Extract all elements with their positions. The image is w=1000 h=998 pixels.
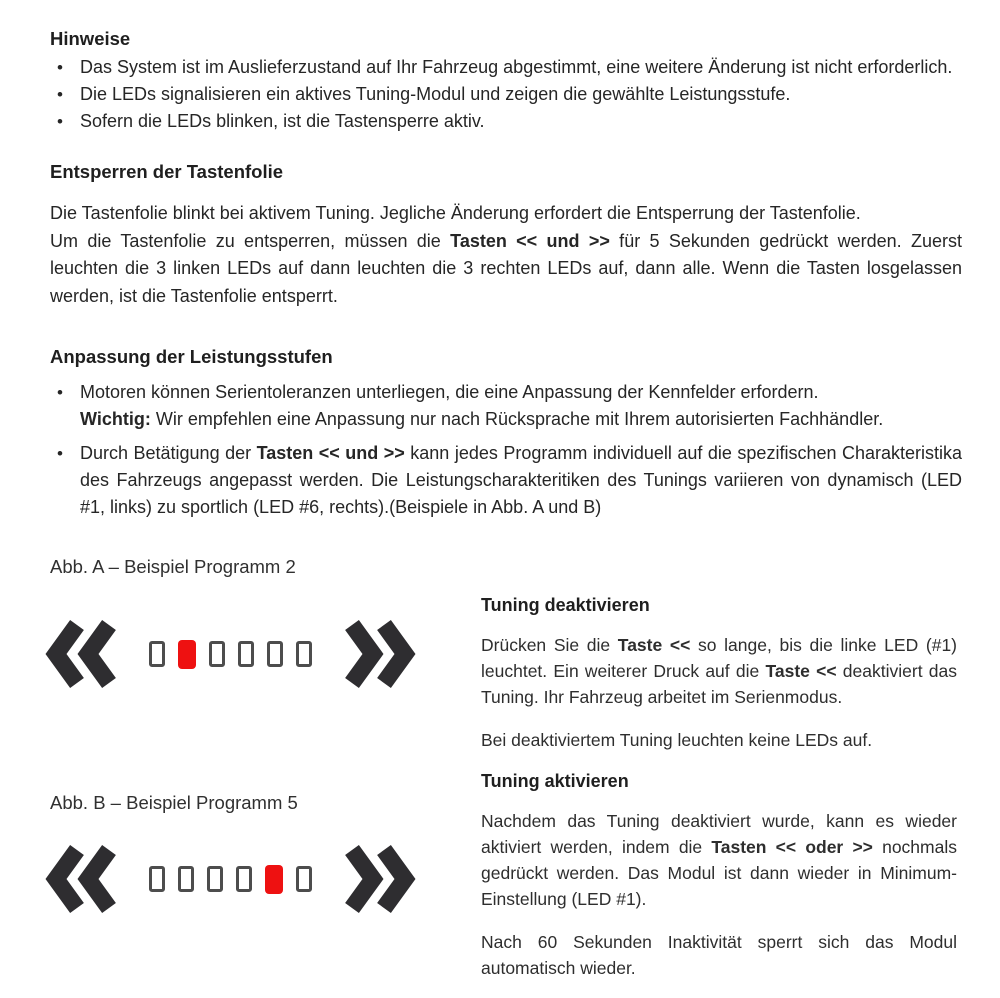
section-tuning-aktivieren	[481, 770, 957, 981]
bullet-text: Die LEDs signalisieren ein aktives Tuning-Modul und zeigen die gewählte Leistungsstufe.	[80, 84, 791, 104]
bullet-text: Das System ist im Auslieferzustand auf Ihr Fahrzeug abgestimmt, eine weitere Änderung ist nicht erforderlich.	[80, 57, 953, 77]
figure-a	[45, 620, 416, 688]
led-indicator-6	[296, 866, 312, 892]
led-indicator-4	[238, 641, 254, 667]
anpassung-title: Anpassung der Leistungsstufen	[50, 346, 333, 367]
double-chevron-right-icon	[338, 845, 416, 913]
tuning-aktivieren-title: Tuning aktivieren	[481, 771, 629, 791]
led-indicator-1	[149, 641, 165, 667]
bullet-text: Motoren können Serientoleranzen unterliegen, die eine Anpassung der Kennfelder erfordern. Wichtig: Wir empfehlen eine Anpassung nur nach Rücksprache mit Ihrem autorisierten Fachhändler.	[80, 382, 884, 429]
hinweise-title: Hinweise	[50, 28, 131, 49]
section-hinweise	[50, 28, 962, 135]
tuning-aktivieren-paragraph: Nachdem das Tuning deaktiviert wurde, kann es wieder aktiviert werden, indem die Tasten << oder >> nochmals gedrückt werden. Das Modul ist dann wieder in Minimum-Einstellung (LED #1).	[481, 811, 957, 909]
bullet-item	[50, 379, 962, 433]
entsperren-paragraph: Die Tastenfolie blinkt bei aktivem Tuning. Jegliche Änderung erfordert die Entsperrung der Tastenfolie. Um die Tastenfolie zu entsperren, müssen die Tasten << und >> für 5 Sekunden gedrückt werden. Zuerst leuchten die 3 linken LEDs auf dann leuchten die 3 rechten LEDs auf, dann alle. Wenn die Tasten losgelassen werden, ist die Tastenfolie entsperrt.	[50, 203, 962, 306]
led-indicator-2	[178, 866, 194, 892]
double-chevron-left-icon	[45, 845, 123, 913]
top-content	[50, 28, 962, 521]
section-tuning-deaktivieren	[481, 594, 957, 753]
bullet-item	[50, 108, 962, 135]
tuning-deaktivieren-title: Tuning deaktivieren	[481, 595, 650, 615]
bullet-text: Sofern die LEDs blinken, ist die Tastensperre aktiv.	[80, 111, 485, 131]
led-indicator-2-active	[178, 640, 196, 669]
led-indicator-4	[236, 866, 252, 892]
hinweise-bullet-list	[50, 54, 962, 135]
led-indicator-3	[207, 866, 223, 892]
figure-b	[45, 845, 416, 913]
led-indicator-1	[149, 866, 165, 892]
section-anpassung	[50, 346, 962, 521]
figure-a-label: Abb. A – Beispiel Programm 2	[50, 556, 296, 577]
led-indicator-5-active	[265, 865, 283, 894]
double-chevron-right-icon	[338, 620, 416, 688]
figure-b-label: Abb. B – Beispiel Programm 5	[50, 792, 298, 813]
led-indicator-6	[296, 641, 312, 667]
bullet-item	[50, 81, 962, 108]
led-row	[149, 640, 312, 669]
tuning-deaktivieren-note: Bei deaktiviertem Tuning leuchten keine LEDs auf.	[481, 730, 873, 750]
section-entsperren	[50, 161, 962, 310]
led-row	[149, 865, 312, 894]
led-indicator-3	[209, 641, 225, 667]
tuning-deaktivieren-paragraph: Drücken Sie die Taste << so lange, bis die linke LED (#1) leuchtet. Ein weiterer Druck auf die Taste << deaktiviert das Tuning. Ihr Fahrzeug arbeitet im Serienmodus.	[481, 635, 958, 707]
anpassung-bullet-list	[50, 379, 962, 521]
bullet-item	[50, 440, 962, 521]
right-column	[481, 594, 957, 998]
double-chevron-left-icon	[45, 620, 123, 688]
bullet-item	[50, 54, 962, 81]
tuning-aktivieren-note: Nach 60 Sekunden Inaktivität sperrt sich das Modul automatisch wieder.	[481, 932, 957, 978]
bullet-text: Durch Betätigung der Tasten << und >> kann jedes Programm individuell auf die spezifischen Charakteristika des Fahrzeugs angepasst werden. Die Leistungscharakteritiken des Tunings variieren von dynamisch (LED #1, links) zu sportlich (LED #6, rechts).(Beispiele in Abb. A und B)	[80, 443, 963, 517]
led-indicator-5	[267, 641, 283, 667]
entsperren-title: Entsperren der Tastenfolie	[50, 161, 284, 182]
